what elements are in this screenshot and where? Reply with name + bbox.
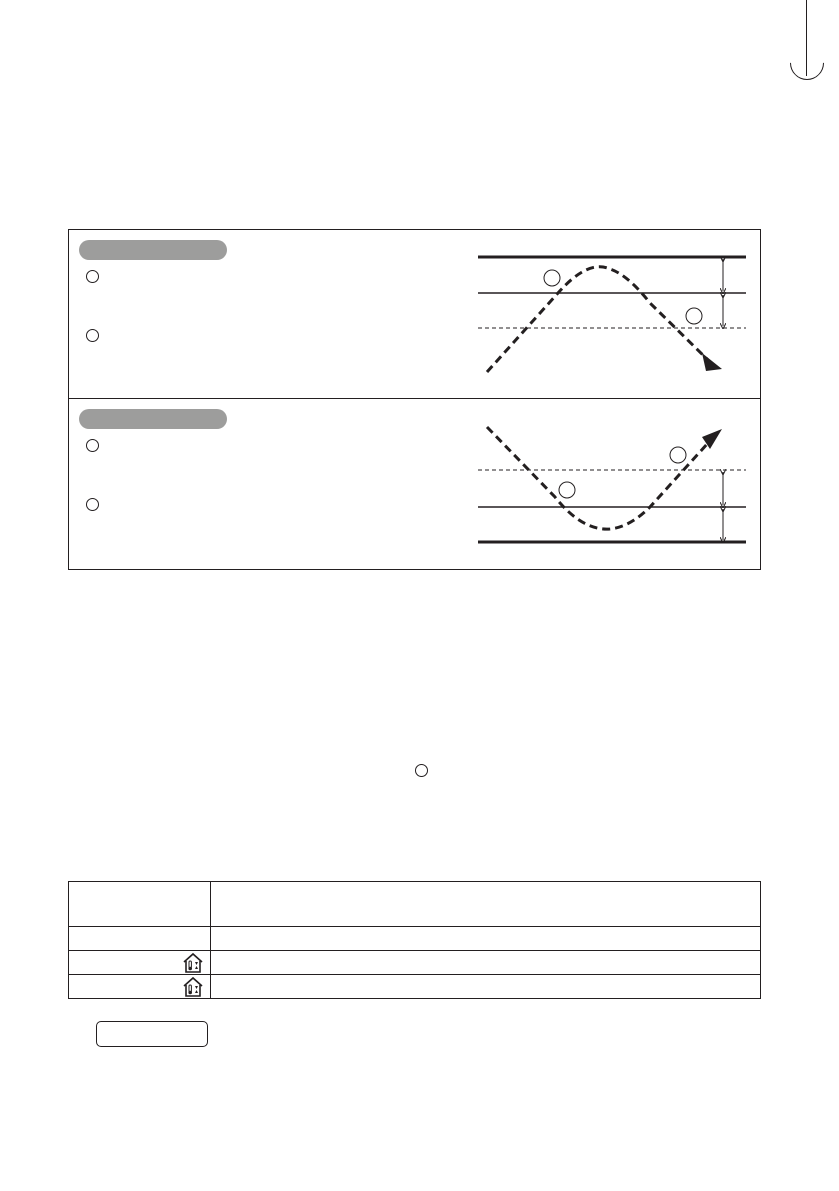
lower-dashed-temperature-curve: [487, 427, 708, 529]
upper-mode-pill: [79, 240, 227, 260]
lower-mode-pill: [79, 409, 227, 429]
table-row: [69, 951, 761, 975]
table-row-3-col1: [69, 975, 211, 999]
upper-curve-marker-b: [686, 308, 702, 324]
table-header-row: [69, 882, 761, 927]
upper-note-a-marker: [86, 270, 99, 283]
table-header-col2: [211, 882, 761, 927]
upper-dashed-temperature-curve: [487, 267, 708, 372]
table-row: [69, 927, 761, 951]
body-inline-marker: [415, 764, 428, 777]
table-row-2-col1: [69, 951, 211, 975]
table-row-1-col2: [211, 927, 761, 951]
house-thermometer-icon: [182, 976, 204, 998]
lower-temperature-curve-diagram: [470, 415, 760, 555]
upper-note-b-marker: [86, 329, 99, 342]
house-thermometer-icon: [182, 952, 204, 974]
mode-table: [68, 881, 761, 999]
table-row: [69, 975, 761, 999]
upper-curve-marker-a: [544, 270, 560, 286]
table-row-2-col2: [211, 951, 761, 975]
table-row-3-col2: [211, 975, 761, 999]
mode-box-divider: [68, 398, 761, 399]
table-row-1-col1: [69, 927, 211, 951]
lower-note-b-marker: [86, 498, 99, 511]
note-button[interactable]: [96, 1021, 208, 1047]
lower-curve-marker-b: [670, 447, 686, 463]
page-cut-curl: [783, 39, 831, 87]
table-header-col1: [69, 882, 211, 927]
upper-curve-arrowhead: [702, 353, 722, 371]
upper-temperature-curve-diagram: [470, 245, 760, 385]
lower-note-a-marker: [86, 439, 99, 452]
lower-curve-marker-a: [559, 482, 575, 498]
